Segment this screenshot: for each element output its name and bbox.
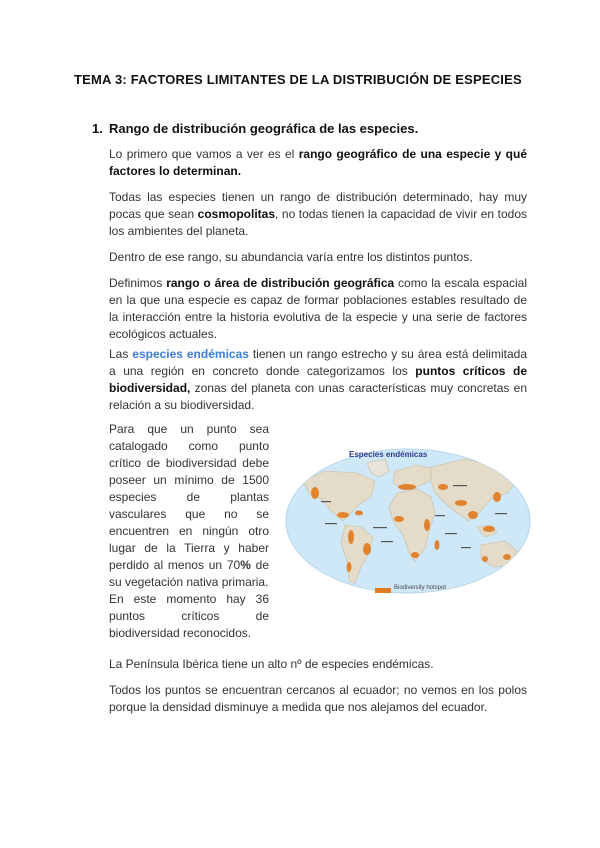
paragraph-intro-bold: rango geográfico de una especie y qué factores lo determinan. (109, 147, 527, 178)
hotspot-southwest-australia (482, 556, 488, 562)
paragraph-endemicas-text-e: zonas del planeta con unas características muy concretas en relación a su biodiversidad. (109, 381, 527, 412)
hotspot-guinean-forests (394, 516, 404, 522)
section-number: 1. (92, 121, 103, 136)
paragraph-endemicas-bold: puntos críticos de biodiversidad, (109, 364, 527, 395)
paragraph-endemicas-text-c: tienen un rango estrecho y su área está delimitada a una región en concreto donde categorizamos los (109, 347, 527, 378)
paragraph-cosmopolitas (109, 189, 527, 240)
hotspot-criteria-column (109, 421, 269, 642)
paragraph-puntos-criticos: En este momento hay 36 puntos críticos de biodiversidad reconocidos. (109, 592, 269, 640)
paragraph-endemicas (109, 346, 527, 414)
endemic-species-highlight: especies endémicas (132, 347, 249, 361)
section-heading (92, 121, 418, 136)
document-title: TEMA 3: FACTORES LIMITANTES DE LA DISTRIBUCIÓN DE ESPECIES (74, 72, 522, 87)
hotspot-mesoamerica (337, 512, 349, 518)
legend-swatch-hotspot (375, 588, 391, 593)
percent-sign: % (240, 558, 251, 572)
hotspot-indo-burma (468, 511, 478, 519)
hotspot-himalaya (455, 500, 467, 506)
hotspot-caucasus (438, 484, 448, 490)
paragraph-definicion (109, 275, 527, 343)
hotspot-atlantic-forest (363, 543, 371, 555)
paragraph-definicion-text-c: como la escala espacial en la que una especie es capaz de formar poblaciones estables resultado de la interacción entre la historia evolutiva de la especie y una serie de factores ecológicos actuales. (109, 276, 527, 341)
paragraph-ecuador: Todos los puntos se encuentran cercanos al ecuador; no vemos en los polos porque la densidad disminuye a medida que nos alejamos del ecuador. (109, 683, 527, 714)
hotspot-mediterranean (398, 484, 416, 490)
paragraph-definicion-bold: rango o área de distribución geográfica (166, 276, 395, 290)
paragraph-criterios-text-c: de su vegetación nativa primaria. (109, 558, 270, 589)
hotspot-madagascar (435, 540, 440, 550)
paragraph-cosmopolitas-bold: cosmopolitas (197, 207, 276, 221)
paragraph-peninsula: La Península Ibérica tiene un alto nº de especies endémicas. (109, 657, 434, 671)
paragraph-endemicas-text-a: Las (109, 347, 133, 361)
paragraph-abundancia: Dentro de ese rango, su abundancia varía entre los distintos puntos. (109, 250, 473, 264)
paragraph-criterios (109, 421, 269, 591)
hotspot-andes (348, 530, 354, 544)
hotspot-chile (347, 562, 352, 572)
section-heading-text: Rango de distribución geográfica de las especies. (109, 121, 419, 136)
hotspot-japan (493, 492, 501, 502)
paragraph-definicion-text-a: Definimos (109, 276, 167, 290)
map-title: Especies endémicas (349, 450, 428, 459)
paragraph-criterios-text-a: Para que un punto sea catalogado como punto crítico de biodiversidad debe poseer un mínimo de 1500 especies de plantas vasculares que no se encuentren en ningún otro lugar de la Tierra y haber perdido al menos un 70 (109, 422, 269, 572)
paragraph-cosmopolitas-text-c: , no todas tienen la capacidad de vivir en todos los ambientes del planeta. (109, 207, 527, 238)
hotspot-caribbean (355, 511, 363, 516)
hotspot-sundaland (483, 526, 495, 532)
hotspot-california (311, 487, 319, 499)
paragraph-intro-text: Lo primero que vamos a ver es el (109, 147, 299, 161)
hotspot-cape (411, 552, 419, 558)
paragraph-cosmopolitas-text-a: Todas las especies tienen un rango de distribución determinado, hay muy pocas que sean (109, 190, 527, 221)
hotspot-east-australia (503, 554, 511, 560)
paragraph-intro (109, 146, 527, 180)
hotspot-eastern-afromontane (424, 519, 430, 531)
legend-label-hotspot: Biodiversity hotspot (394, 585, 447, 591)
endemic-species-world-map (285, 441, 531, 601)
